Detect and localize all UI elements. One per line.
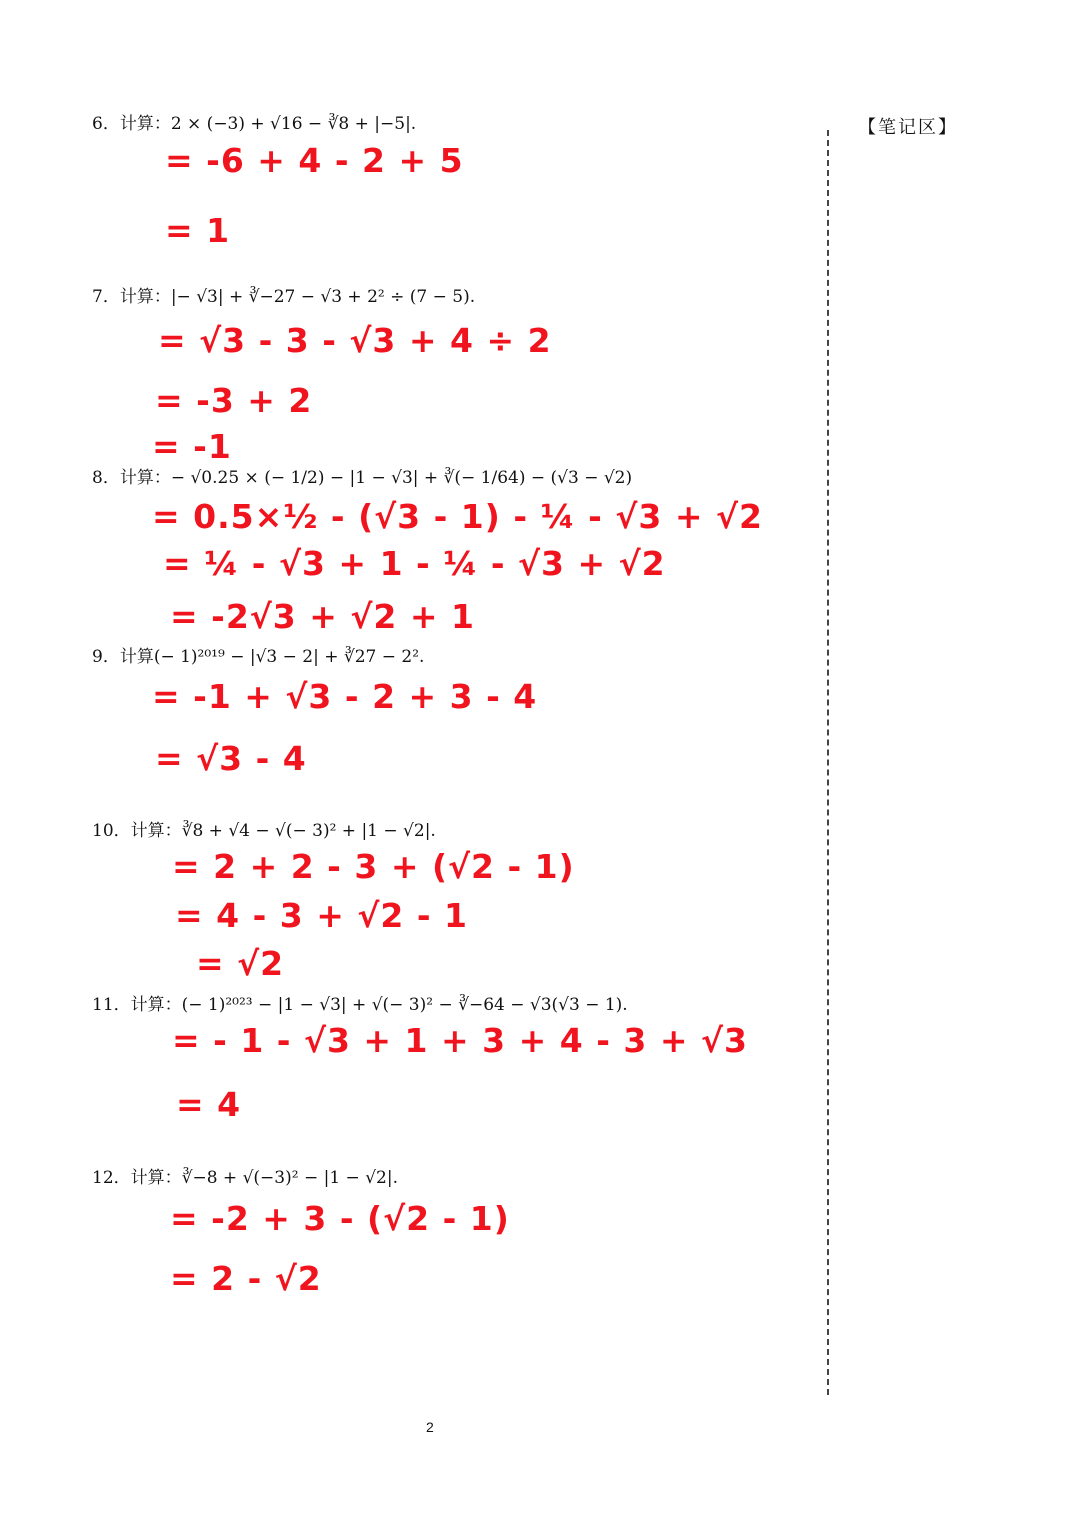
q6-step-2: = 1 bbox=[165, 211, 231, 250]
q12-step-2: = 2 - √2 bbox=[170, 1259, 322, 1298]
q7-step-3: = -1 bbox=[152, 427, 232, 466]
q10-step-1: = 2 + 2 - 3 + (√2 - 1) bbox=[172, 847, 575, 886]
q8-step-3: = -2√3 + √2 + 1 bbox=[170, 597, 475, 636]
notes-area-label: 【笔记区】 bbox=[858, 117, 958, 138]
q9-step-1: = -1 + √3 - 2 + 3 - 4 bbox=[152, 677, 538, 716]
q12-step-1: = -2 + 3 - (√2 - 1) bbox=[170, 1199, 510, 1238]
question-11: 11．计算：(− 1)²⁰²³ − |1 − √3| + √(− 3)² − ∛−64 − √3(√3 − 1). bbox=[92, 995, 628, 1015]
question-7: 7．计算：|− √3| + ∛−27 − √3 + 2² ÷ (7 − 5). bbox=[92, 287, 476, 307]
question-9: 9．计算(− 1)²⁰¹⁹ − |√3 − 2| + ∛27 − 2². bbox=[92, 647, 425, 667]
q10-step-3: = √2 bbox=[196, 944, 285, 983]
q6-step-1: = -6 + 4 - 2 + 5 bbox=[165, 141, 464, 180]
q8-step-1: = 0.5×½ - (√3 - 1) - ¼ - √3 + √2 bbox=[152, 497, 763, 536]
question-10: 10．计算：∛8 + √4 − √(− 3)² + |1 − √2|. bbox=[92, 821, 436, 841]
q9-step-2: = √3 - 4 bbox=[155, 739, 307, 778]
q7-step-1: = √3 - 3 - √3 + 4 ÷ 2 bbox=[158, 321, 552, 360]
q11-step-2: = 4 bbox=[176, 1085, 242, 1124]
q7-step-2: = -3 + 2 bbox=[155, 381, 313, 420]
question-12: 12．计算：∛−8 + √(−3)² − |1 − √2|. bbox=[92, 1168, 398, 1188]
notes-divider bbox=[827, 130, 829, 1395]
q8-step-2: = ¼ - √3 + 1 - ¼ - √3 + √2 bbox=[163, 544, 666, 583]
page-number: 2 bbox=[426, 1419, 434, 1435]
question-6: 6．计算：2 × (−3) + √16 − ∛8 + |−5|. bbox=[92, 114, 417, 134]
q10-step-2: = 4 - 3 + √2 - 1 bbox=[175, 896, 468, 935]
question-8: 8．计算：− √0.25 × (− 1/2) − |1 − √3| + ∛(− 1/64) − (√3 − √2) bbox=[92, 468, 633, 488]
q11-step-1: = - 1 - √3 + 1 + 3 + 4 - 3 + √3 bbox=[172, 1021, 748, 1060]
